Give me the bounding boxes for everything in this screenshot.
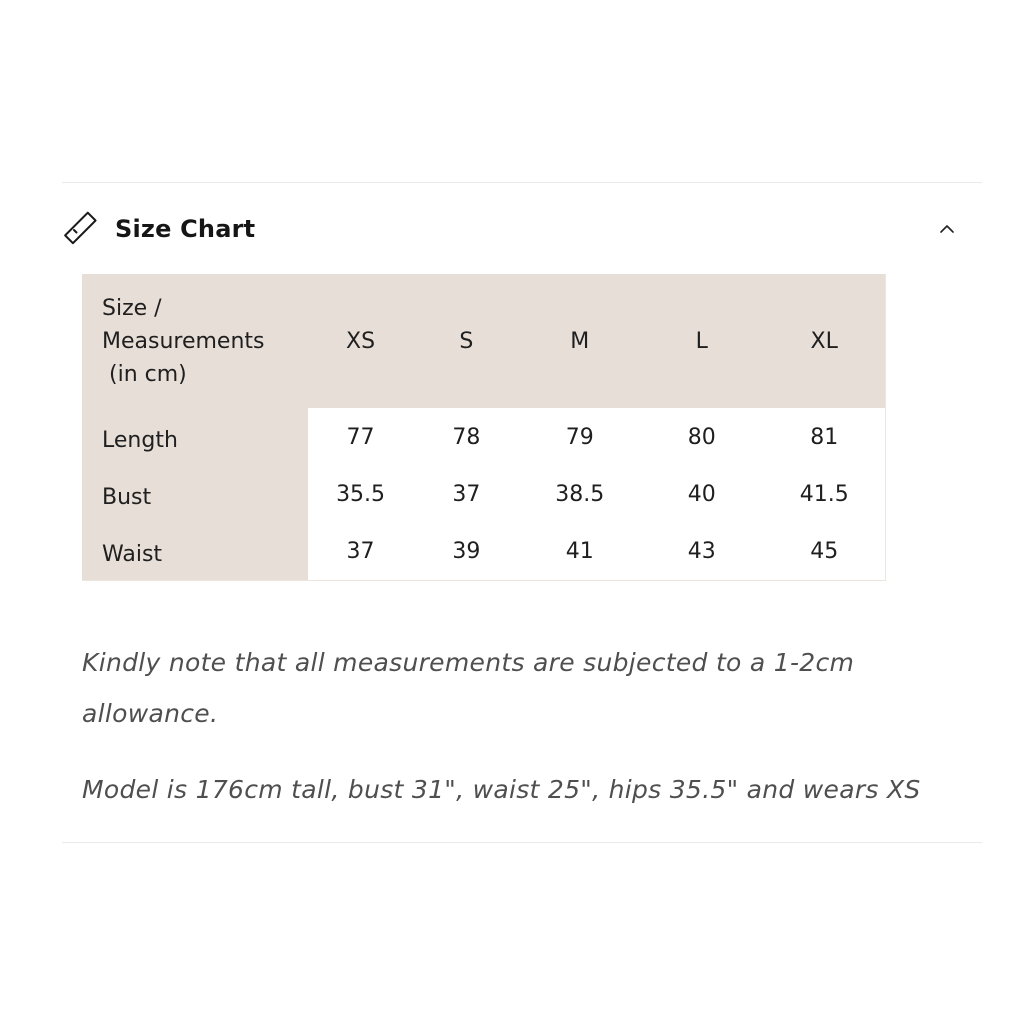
- size-header-m: M: [570, 328, 590, 354]
- size-measurements-header: [82, 274, 308, 408]
- size-header-l: L: [695, 328, 708, 354]
- table-cell: 45: [763, 523, 885, 580]
- ruler-icon: [62, 211, 98, 247]
- table-cell: 80: [640, 408, 763, 466]
- row-label-length: Length: [82, 408, 308, 466]
- size-header-xs: XS: [346, 328, 376, 354]
- table-row: [82, 466, 886, 523]
- table-header-row: [82, 274, 886, 408]
- table-cell: 41.5: [763, 466, 885, 523]
- table-cell: 40: [640, 466, 763, 523]
- size-chart-title: Size Chart: [115, 215, 256, 243]
- measurement-allowance-note: Kindly note that all measurements are subjected to a 1-2cm allowance.: [82, 648, 855, 728]
- table-cell: 77: [308, 408, 413, 466]
- table-row: [82, 408, 886, 466]
- table-cell: 39: [413, 523, 519, 580]
- top-divider: [62, 182, 982, 183]
- model-size-note: Model is 176cm tall, bust 31", waist 25", hips 35.5" and wears XS: [82, 775, 921, 804]
- table-cell: 35.5: [308, 466, 413, 523]
- size-chart-table: [82, 274, 886, 581]
- chevron-up-icon[interactable]: [937, 219, 957, 239]
- size-header-s: S: [459, 328, 474, 354]
- size-chart-accordion-toggle[interactable]: [62, 205, 962, 253]
- row-label-waist: Waist: [82, 523, 308, 580]
- row-label-bust: Bust: [82, 466, 308, 523]
- table-cell: 37: [308, 523, 413, 580]
- table-cell: 37: [413, 466, 519, 523]
- bottom-divider: [62, 842, 982, 843]
- size-header-xl: XL: [810, 328, 838, 354]
- corner-line: Measurements: [102, 328, 265, 354]
- table-cell: 81: [763, 408, 885, 466]
- table-cell: 41: [519, 523, 640, 580]
- table-cell: 79: [519, 408, 640, 466]
- corner-line: (in cm): [102, 361, 187, 387]
- table-cell: 78: [413, 408, 519, 466]
- table-cell: 38.5: [519, 466, 640, 523]
- corner-line: Size /: [102, 295, 162, 321]
- table-row: [82, 523, 886, 580]
- table-cell: 43: [640, 523, 763, 580]
